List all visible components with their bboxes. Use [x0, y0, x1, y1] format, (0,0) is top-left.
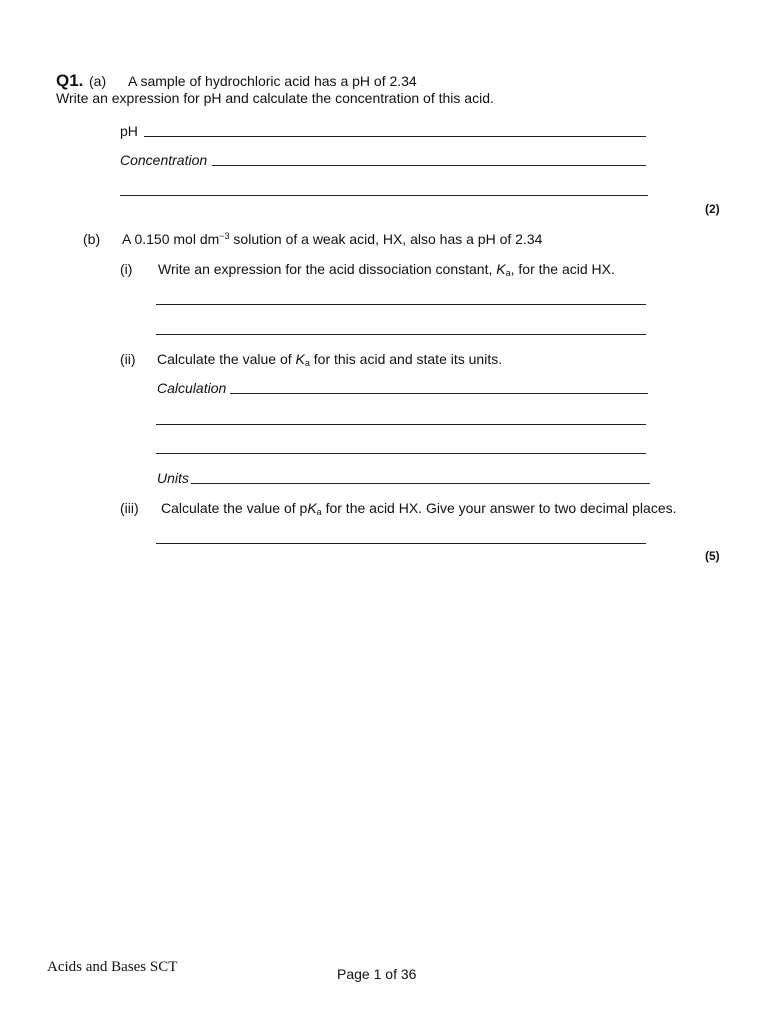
part-b-i-label: (i) [120, 261, 133, 277]
part-b-i-answer-line-1[interactable] [156, 304, 646, 305]
concentration-answer-line[interactable] [212, 165, 646, 166]
ph-answer-line[interactable] [144, 136, 646, 137]
footer-document-title: Acids and Bases SCT [47, 959, 178, 975]
part-b-i-answer-line-2[interactable] [156, 334, 646, 335]
part-a-label: (a) [89, 73, 107, 89]
units-answer-line[interactable] [191, 483, 650, 484]
calculation-answer-line-1[interactable] [230, 393, 648, 394]
part-b-i-text: Write an expression for the acid dissociation constant, $K_a$, for the acid HX. [158, 261, 615, 278]
part-b-ii-text: Calculate the value of $K_a$ for this acid and state its units. [157, 351, 503, 368]
question-number: Q1. [56, 71, 84, 90]
page-number: Page 1 of 36 [337, 966, 417, 982]
part-b-text: A 0.150 mol $dm^{-3}$ solution of a weak acid, HX, also has a pH of 2.34 [122, 231, 543, 247]
calculation-answer-line-2[interactable] [156, 424, 646, 425]
part-a-marks: (2) [705, 202, 720, 216]
part-b-iii-label: (iii) [120, 500, 139, 516]
part-b-iii-text: Calculate the value of $pK_a$ for the acid HX. Give your answer to two decimal places. [161, 500, 677, 517]
part-a-text: A sample of hydrochloric acid has a pH of 2.34 [128, 73, 417, 89]
concentration-answer-line-2[interactable] [120, 195, 648, 196]
units-label: Units [157, 470, 189, 486]
part-a-instruction: Write an expression for pH and calculate the concentration of this acid. [56, 90, 494, 106]
part-b-marks: (5) [705, 549, 720, 563]
part-b-ii-label: (ii) [120, 351, 136, 367]
calculation-answer-line-3[interactable] [156, 453, 646, 454]
calculation-label: Calculation [157, 380, 227, 396]
concentration-label: Concentration [120, 152, 208, 168]
part-b-label: (b) [83, 231, 101, 247]
part-b-iii-answer-line[interactable] [156, 543, 646, 544]
ph-label: pH [120, 123, 138, 139]
